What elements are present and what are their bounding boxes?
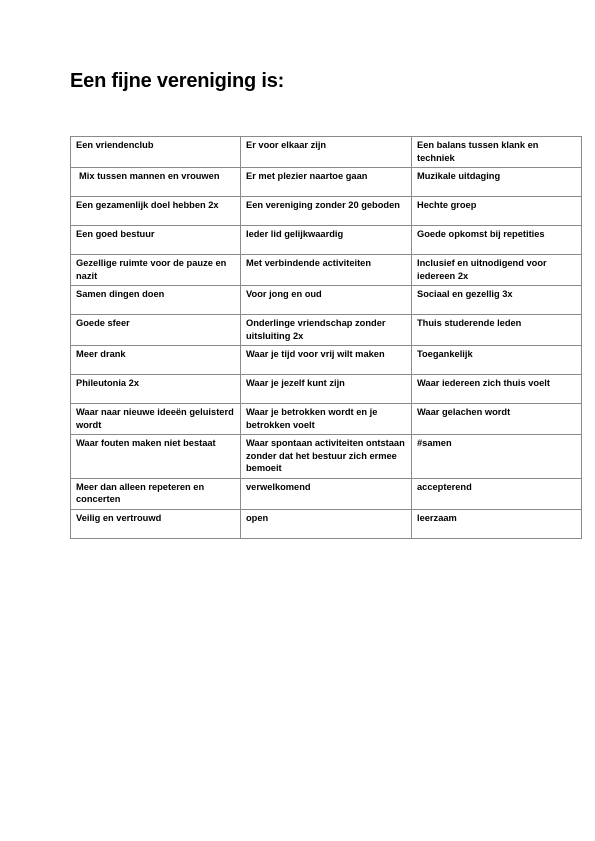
table-cell: Er voor elkaar zijn [241, 137, 412, 168]
table-cell: Sociaal en gezellig 3x [412, 286, 582, 315]
table-cell: Een vriendenclub [71, 137, 241, 168]
table-row [71, 315, 582, 346]
table-cell: Waar je tijd voor vrij wilt maken [241, 346, 412, 375]
table-cell: Een gezamenlijk doel hebben 2x [71, 197, 241, 226]
page-title: Een fijne vereniging is: [70, 70, 285, 92]
table-cell: Meer drank [71, 346, 241, 375]
table-cell: Gezellige ruimte voor de pauze en nazit [71, 255, 241, 286]
table-cell: Meer dan alleen repeteren en concerten [71, 478, 241, 509]
table-cell: Hechte groep [412, 197, 582, 226]
table-row [71, 346, 582, 375]
table-cell: Met verbindende activiteiten [241, 255, 412, 286]
table-cell: open [241, 509, 412, 538]
table-cell: Mix tussen mannen en vrouwen [71, 168, 241, 197]
table-row [71, 478, 582, 509]
table-row [71, 226, 582, 255]
table-cell: Toegankelijk [412, 346, 582, 375]
table-cell: Onderlinge vriendschap zonder uitsluiting 2x [241, 315, 412, 346]
table-cell: Waar gelachen wordt [412, 404, 582, 435]
table-cell: Waar fouten maken niet bestaat [71, 435, 241, 479]
table-cell: Een balans tussen klank en techniek [412, 137, 582, 168]
table-cell: accepterend [412, 478, 582, 509]
table-row [71, 286, 582, 315]
table-cell: leerzaam [412, 509, 582, 538]
table-cell: Muzikale uitdaging [412, 168, 582, 197]
table-cell: Een goed bestuur [71, 226, 241, 255]
table-cell: Goede sfeer [71, 315, 241, 346]
table-cell: Waar spontaan activiteiten ontstaan zonder dat het bestuur zich ermee bemoeit [241, 435, 412, 479]
table-row [71, 137, 582, 168]
table-row [71, 375, 582, 404]
table-cell: Waar naar nieuwe ideeën geluisterd wordt [71, 404, 241, 435]
table-cell: verwelkomend [241, 478, 412, 509]
table-row [71, 197, 582, 226]
table-row [71, 435, 582, 479]
table-cell: Thuis studerende leden [412, 315, 582, 346]
table-cell: Waar je jezelf kunt zijn [241, 375, 412, 404]
table-cell: Goede opkomst bij repetities [412, 226, 582, 255]
table-row [71, 509, 582, 538]
table-cell: Er met plezier naartoe gaan [241, 168, 412, 197]
table-row [71, 404, 582, 435]
table-cell: Voor jong en oud [241, 286, 412, 315]
table-cell: Waar iedereen zich thuis voelt [412, 375, 582, 404]
table-cell: Samen dingen doen [71, 286, 241, 315]
table-row [71, 255, 582, 286]
table-cell: #samen [412, 435, 582, 479]
table-cell: Phileutonia 2x [71, 375, 241, 404]
table-cell: Veilig en vertrouwd [71, 509, 241, 538]
qualities-table [70, 136, 582, 539]
table-cell: Inclusief en uitnodigend voor iedereen 2x [412, 255, 582, 286]
table-cell: Waar je betrokken wordt en je betrokken voelt [241, 404, 412, 435]
table-cell: Ieder lid gelijkwaardig [241, 226, 412, 255]
table-row [71, 168, 582, 197]
table-cell: Een vereniging zonder 20 geboden [241, 197, 412, 226]
